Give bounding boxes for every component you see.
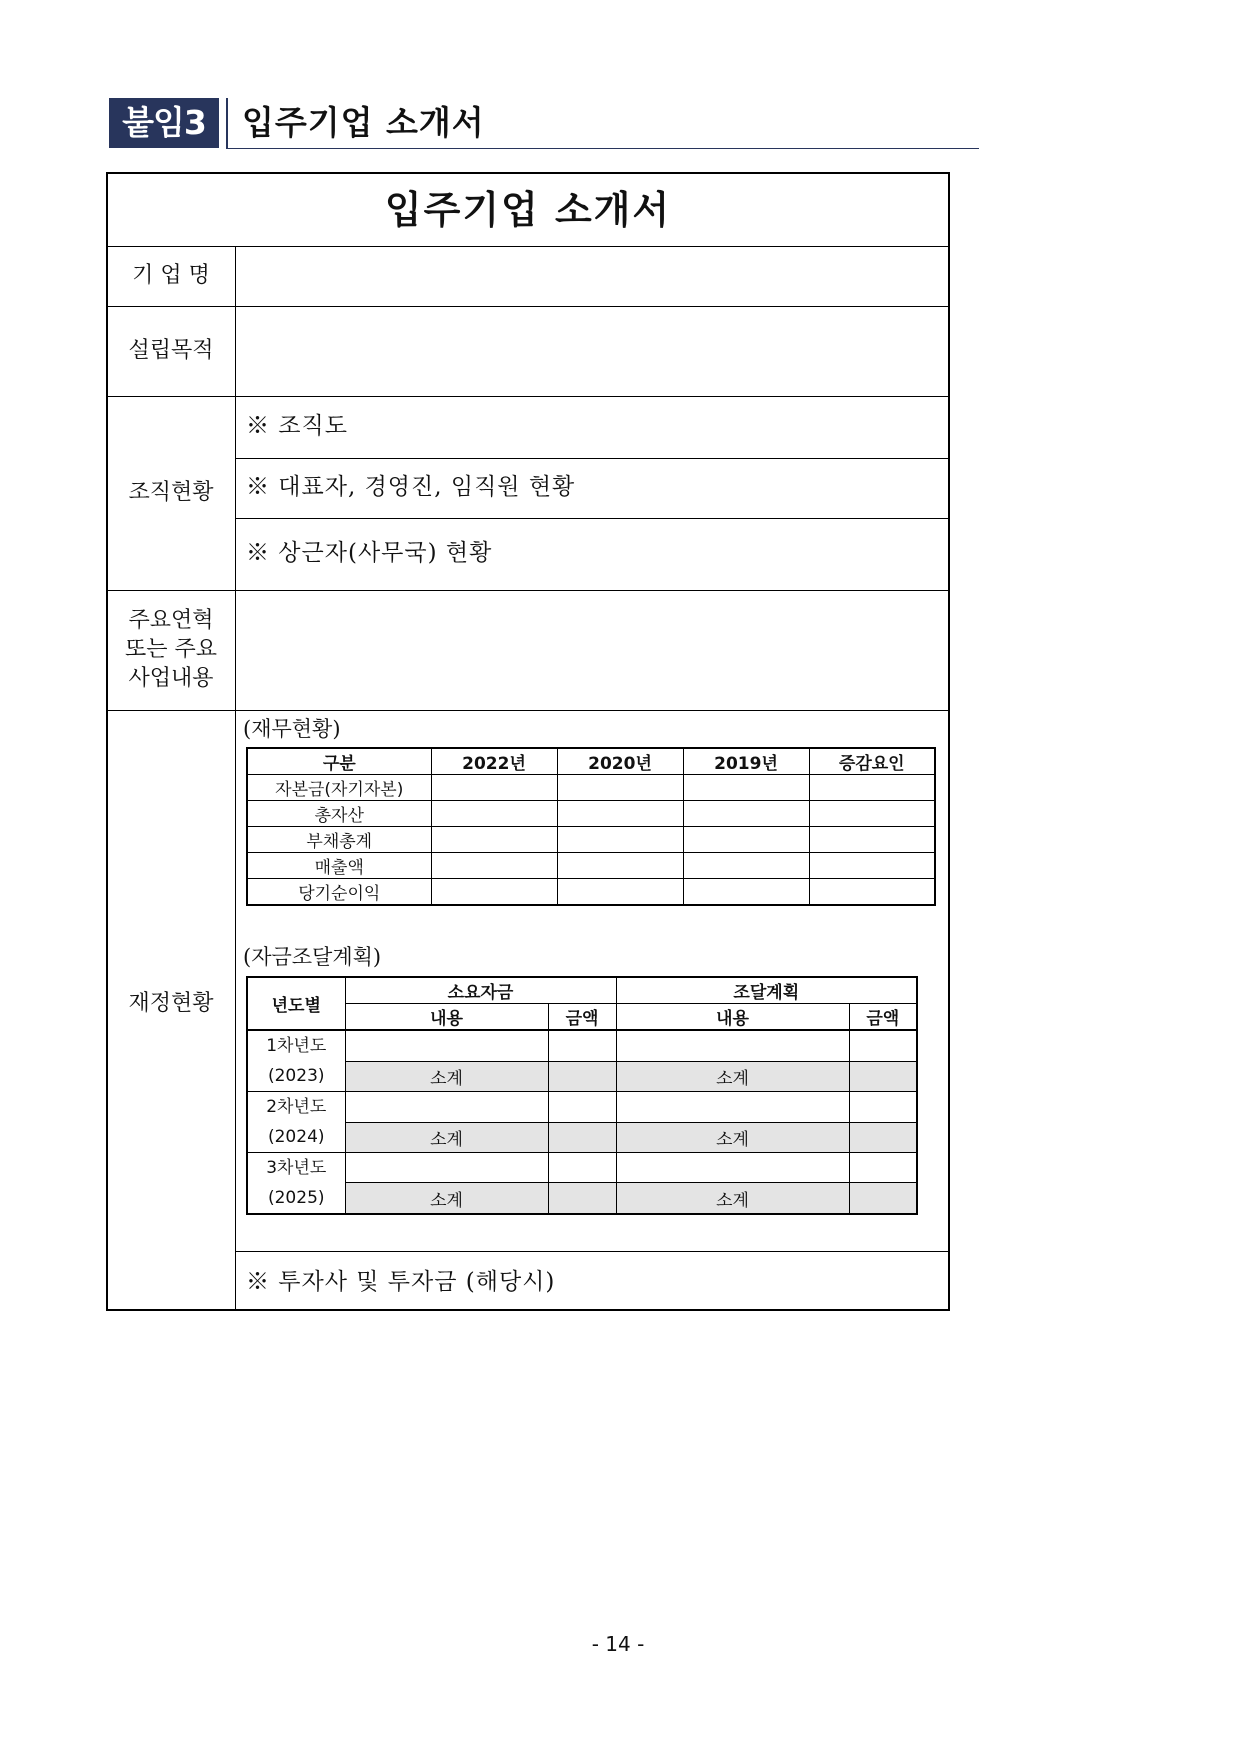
table-cell[interactable] <box>557 827 683 853</box>
history-label <box>108 606 234 693</box>
company-intro-form <box>106 172 950 1311</box>
table-cell[interactable] <box>849 1030 917 1061</box>
attachment-badge: 붙임3 <box>109 98 219 148</box>
finance-caption: (재무현황) <box>243 717 341 741</box>
table-cell[interactable] <box>548 1030 616 1061</box>
investment-note: ※ 투자사 및 투자금 (해당시) <box>246 1269 556 1295</box>
history-label-line: 사업내용 <box>128 666 214 691</box>
table-cell[interactable] <box>683 801 809 827</box>
finance-table <box>246 747 936 906</box>
year-cell <box>247 1030 345 1092</box>
divider <box>235 1251 948 1252</box>
column-header: 2022년 <box>431 748 557 775</box>
year-label: 3차년도 <box>266 1158 327 1178</box>
history-label-line: 주요연혁 <box>128 608 214 633</box>
subtotal-label: 소계 <box>616 1122 849 1153</box>
funding-plan-header: 조달계획 <box>616 977 917 1004</box>
subtotal-label: 소계 <box>345 1183 548 1214</box>
row-label: 매출액 <box>247 853 431 879</box>
staff-status-note: ※ 대표자, 경영진, 임직원 현황 <box>246 474 576 500</box>
table-cell[interactable] <box>683 827 809 853</box>
table-row <box>247 879 935 906</box>
finance-label: 재정현황 <box>128 991 214 1016</box>
funding-caption: (자금조달계획) <box>243 945 382 969</box>
table-cell[interactable] <box>849 1092 917 1123</box>
subtotal-label: 소계 <box>616 1061 849 1092</box>
table-row <box>247 1030 917 1061</box>
company-name-label: 기 업 명 <box>132 263 210 288</box>
table-cell[interactable] <box>431 801 557 827</box>
subtotal-label: 소계 <box>345 1061 548 1092</box>
year-value: (2024) <box>267 1127 325 1147</box>
history-field[interactable] <box>236 591 948 710</box>
table-row <box>247 853 935 879</box>
column-divider <box>235 246 236 1309</box>
table-header-row <box>247 748 935 775</box>
content-header: 내용 <box>616 1004 849 1031</box>
purpose-label: 설립목적 <box>128 338 214 363</box>
divider <box>235 518 948 519</box>
table-cell[interactable] <box>809 801 935 827</box>
amount-header: 금액 <box>849 1004 917 1031</box>
table-row <box>247 775 935 801</box>
table-cell[interactable] <box>683 853 809 879</box>
table-row <box>247 1153 917 1183</box>
table-cell[interactable] <box>345 1153 548 1183</box>
table-cell[interactable] <box>548 1061 616 1092</box>
row-label: 부채총계 <box>247 827 431 853</box>
year-value: (2023) <box>267 1066 325 1086</box>
table-cell[interactable] <box>683 775 809 801</box>
page-number: - 14 - <box>591 1632 645 1656</box>
table-cell[interactable] <box>557 775 683 801</box>
table-cell[interactable] <box>809 853 935 879</box>
subtotal-row <box>247 1061 917 1092</box>
required-funds-header: 소요자금 <box>345 977 616 1004</box>
year-label: 2차년도 <box>266 1097 327 1117</box>
company-name-field[interactable] <box>236 247 948 306</box>
table-cell[interactable] <box>345 1092 548 1123</box>
table-cell[interactable] <box>557 801 683 827</box>
column-header: 2019년 <box>683 748 809 775</box>
history-label-line: 또는 주요 <box>124 637 217 662</box>
divider <box>108 396 948 397</box>
table-cell[interactable] <box>809 775 935 801</box>
header-divider <box>226 98 228 148</box>
divider <box>108 710 948 711</box>
subtotal-row <box>247 1183 917 1214</box>
table-cell[interactable] <box>431 827 557 853</box>
table-cell[interactable] <box>548 1153 616 1183</box>
section-title: 입주기업 소개서 <box>242 103 485 142</box>
form-title: 입주기업 소개서 <box>384 187 672 232</box>
table-cell[interactable] <box>548 1122 616 1153</box>
table-cell[interactable] <box>809 879 935 906</box>
table-cell[interactable] <box>616 1030 849 1061</box>
table-cell[interactable] <box>548 1092 616 1123</box>
content-header: 내용 <box>345 1004 548 1031</box>
table-cell[interactable] <box>548 1183 616 1214</box>
table-row <box>247 827 935 853</box>
table-cell[interactable] <box>557 879 683 906</box>
year-value: (2025) <box>267 1188 325 1208</box>
table-header-row <box>247 977 917 1004</box>
table-subheader-row <box>247 1004 917 1031</box>
table-cell[interactable] <box>849 1183 917 1214</box>
row-label: 총자산 <box>247 801 431 827</box>
table-cell[interactable] <box>849 1061 917 1092</box>
year-cell <box>247 1153 345 1215</box>
purpose-field[interactable] <box>236 307 948 396</box>
subtotal-row <box>247 1122 917 1153</box>
table-cell[interactable] <box>616 1092 849 1123</box>
table-cell[interactable] <box>683 879 809 906</box>
table-cell[interactable] <box>345 1030 548 1061</box>
year-cell <box>247 1092 345 1153</box>
header-underline <box>226 148 979 149</box>
table-cell[interactable] <box>616 1153 849 1183</box>
year-label: 1차년도 <box>266 1036 327 1056</box>
table-cell[interactable] <box>849 1122 917 1153</box>
table-cell[interactable] <box>809 827 935 853</box>
divider <box>235 458 948 459</box>
row-label: 당기순이익 <box>247 879 431 906</box>
subtotal-label: 소계 <box>616 1183 849 1214</box>
table-row <box>247 1092 917 1123</box>
year-header: 년도별 <box>247 977 345 1030</box>
subtotal-label: 소계 <box>345 1122 548 1153</box>
column-header: 구분 <box>247 748 431 775</box>
table-cell[interactable] <box>431 853 557 879</box>
section-header <box>109 98 979 150</box>
org-status-label: 조직현황 <box>128 480 214 505</box>
table-cell[interactable] <box>431 879 557 906</box>
amount-header: 금액 <box>548 1004 616 1031</box>
funding-plan-table <box>246 976 918 1215</box>
org-chart-note: ※ 조직도 <box>246 413 348 439</box>
column-header: 증감요인 <box>809 748 935 775</box>
table-row <box>247 801 935 827</box>
table-cell[interactable] <box>849 1153 917 1183</box>
table-cell[interactable] <box>557 853 683 879</box>
column-header: 2020년 <box>557 748 683 775</box>
table-cell[interactable] <box>431 775 557 801</box>
row-label: 자본금(자기자본) <box>247 775 431 801</box>
fulltime-status-note: ※ 상근자(사무국) 현황 <box>246 540 493 566</box>
